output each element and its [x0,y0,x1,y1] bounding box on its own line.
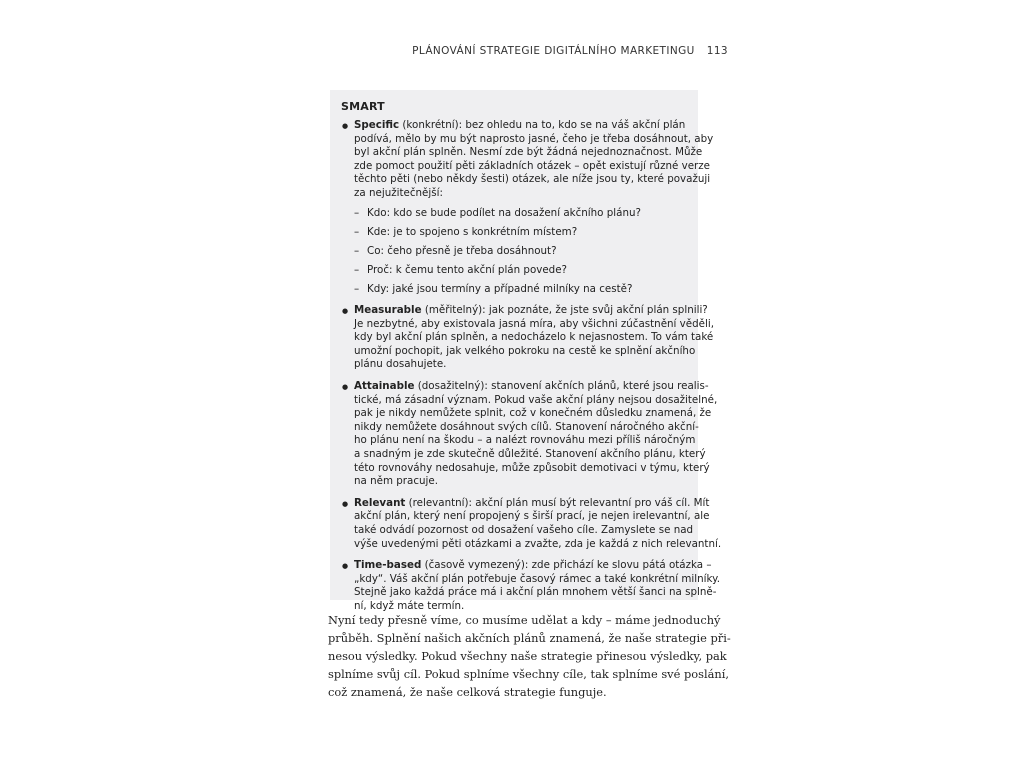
question-list [354,207,688,297]
question-text: Kdy: jaké jsou termíny a případné milníky na cestě? [367,282,633,295]
question-item [354,283,688,297]
dash-icon: – [354,225,360,238]
item-line [354,496,710,511]
item-line [354,119,688,133]
smart-item-specific [341,119,714,296]
item-line [354,475,688,489]
item-text: za nejužitečnější: [354,186,443,199]
item-line [354,344,696,359]
item-line [354,317,714,332]
item-term: Relevant [354,496,406,509]
dash-icon: – [354,263,360,276]
item-line [354,380,709,394]
item-line [354,187,688,201]
question-item [354,264,688,278]
item-line [354,407,712,421]
dash-icon: – [354,206,360,219]
item-line [354,393,718,408]
item-text: Stejně jako každá práce má i akční plán mnohem větší šanci na splně- [354,586,717,599]
item-text: (měřitelný): jak poznáte, že jste svůj akční plán splnili? [421,304,708,317]
bullet-icon: ● [342,562,349,571]
item-term: Time-based [354,559,422,572]
item-line [354,434,696,448]
item-text: zde pomoct použití pěti základních otázek – opět existují různé verze [354,159,711,172]
question-item [354,207,688,221]
smart-item-relevant [341,496,722,551]
item-line [354,173,711,187]
bullet-icon: ● [342,122,349,130]
item-line [354,537,722,552]
item-line [354,559,712,573]
body-line: nesou výsledky. Pokud všechny naše strategie přinesou výsledky, pak [328,649,727,663]
item-line [354,132,714,147]
body-line: průběh. Splnění našich akčních plánů znamená, že naše strategie při- [328,631,731,645]
item-text: ní, když máte termín. [354,599,465,612]
smart-item-measurable [341,304,714,372]
item-line [354,358,688,372]
item-text: kdy byl akční plán splněn, a nedocházelo k nejasnostem. To vám také [354,331,714,344]
body-line: splníme svůj cíl. Pokud splníme všechny cíle, tak splníme své poslání, [328,667,729,681]
item-term: Measurable [354,304,422,317]
item-text: (konkrétní): bez ohledu na to, kdo se na váš akční plán [399,119,686,131]
item-text: (dosažitelný): stanovení akčních plánů, které jsou realis- [414,380,709,393]
item-line [354,304,708,318]
item-line [354,510,710,524]
item-line [354,586,717,600]
item-line [354,331,714,345]
item-text: těchto pěti (nebo někdy šesti) otázek, ale níže jsou ty, které považuji [354,173,711,186]
question-item [354,226,688,240]
item-text: ho plánu není na škodu – a nalézt rovnováhu mezi příliš náročným [354,434,696,447]
smart-item-time-based [341,559,720,613]
question-item [354,245,688,259]
box-title: SMART [341,100,385,113]
item-term: Specific [354,119,400,131]
body-line: Nyní tedy přesně víme, co musíme udělat a kdy – máme jednoduchý [328,613,721,627]
item-text: (časově vymezený): zde přichází ke slovu pátá otázka – [421,559,712,572]
item-line [354,146,703,160]
item-text: pak je nikdy nemůžete splnit, což v konečném důsledku znamená, že [354,407,712,420]
question-text: Proč: k čemu tento akční plán povede? [367,263,568,276]
item-text: podívá, mělo by mu být naprosto jasné, čeho je třeba dosáhnout, aby [354,132,714,145]
page-number: 113 [706,45,728,57]
item-text: byl akční plán splněn. Nesmí zde být žádná nejednoznačnost. Může [354,146,703,159]
item-text: nikdy nemůžete dosáhnout svých cílů. Stanovení náročného akční- [354,420,699,433]
running-header [412,45,728,57]
question-text: Co: čeho přesně je třeba dosáhnout? [367,244,557,257]
item-text: umožní pochopit, jak velkého pokroku na cestě ke splnění akčního [354,344,696,357]
dash-icon: – [354,244,360,257]
item-line [354,572,720,587]
item-text: Je nezbytné, aby existovala jasná míra, aby všichni zúčastnění věděli, [354,317,714,330]
item-text: na něm pracuje. [354,475,439,488]
item-line [354,448,706,462]
dash-icon: – [354,282,360,295]
header-title: PLÁNOVÁNÍ STRATEGIE DIGITÁLNÍHO MARKETINGU [412,45,695,57]
item-text: akční plán, který není propojený s širší prací, je nejen irelevantní, ale [354,510,710,523]
item-text: výše uvedenými pěti otázkami a zvažte, zda je každá z nich relevantní. [354,537,722,550]
bullet-icon: ● [342,383,349,392]
question-text: Kde: je to spojeno s konkrétním místem? [367,225,578,238]
item-text: (relevantní): akční plán musí být relevantní pro váš cíl. Mít [405,496,710,509]
item-text: plánu dosahujete. [354,358,447,371]
item-line [354,420,699,435]
bullet-icon: ● [342,307,349,316]
body-paragraph [328,611,731,701]
smart-item-attainable [341,380,718,489]
item-line [354,524,694,538]
smart-sidebar-box [330,90,722,612]
question-text: Kdo: kdo se bude podílet na dosažení akčního plánu? [367,206,641,219]
item-text: této rovnováhy nedosahuje, může způsobit demotivaci v týmu, který [354,461,710,474]
item-line [354,159,711,174]
item-text: a snadným je zde skutečně důležité. Stanovení akčního plánu, který [354,448,706,461]
item-term: Attainable [354,380,415,393]
bullet-icon: ● [342,499,349,508]
item-text: „kdy“. Váš akční plán potřebuje časový rámec a také konkrétní milníky. [354,572,720,585]
item-line [354,461,710,476]
smart-list [341,119,722,614]
body-line: což znamená, že naše celková strategie funguje. [328,685,607,699]
item-text: tické, má zásadní význam. Pokud vaše akční plány nejsou dosažitelné, [354,393,718,406]
item-text: také odvádí pozornost od dosažení vašeho cíle. Zamyslete se nad [354,524,694,536]
